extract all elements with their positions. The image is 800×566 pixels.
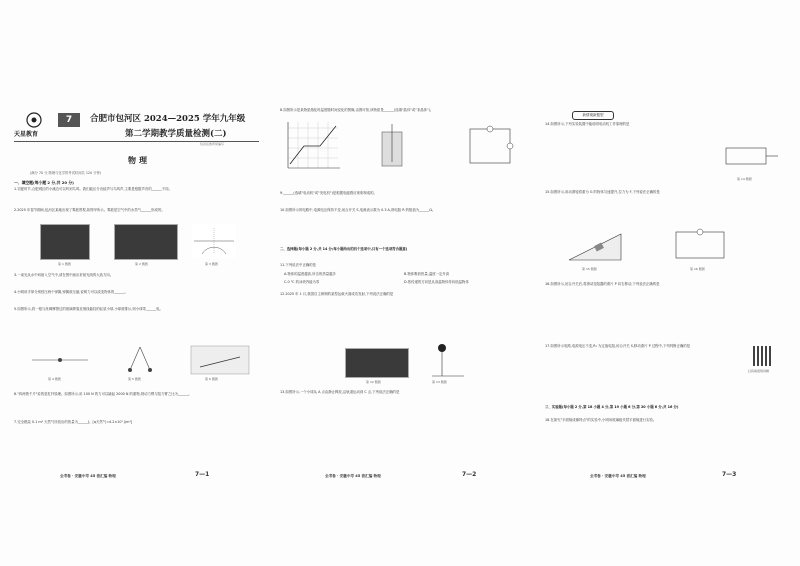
figure-16-caption: 第 16 题图 — [690, 267, 705, 271]
page-title-line1: 合肥市包河区 2024—2025 学年九年级 — [90, 114, 246, 124]
question-5: 5.如图所示,将一根与丝绸摩擦过的玻璃棒靠近细线悬挂的轻质小球,小球被排斥,则小球带______电。 — [14, 307, 163, 311]
page-title-line2: 第二学期教学质量检测(二) — [125, 129, 227, 139]
figure-13-diagram — [428, 340, 468, 380]
question-9: 9.______(选填"电动机"或"发电机")是根据电磁感应现象制成的。 — [280, 191, 377, 195]
question-4: 4.小明用手掌分别按压两个弹簧,弹簧被压缩,说明力可以改变物体的______。 — [14, 290, 128, 294]
figure-5-caption: 第 5 题图 — [128, 377, 141, 381]
question-14: 14.如图所示,下列实验装置中能说明电动机工作原理的是 — [545, 122, 630, 126]
figure-16-circuit — [670, 226, 730, 264]
question-2: 2.2025 年春节期间,包河区某地出现了雾凇景观,如图甲所示。雾凇是空气中的水蒸气______形成的。 — [14, 208, 165, 212]
question-8: 8.如图所示是某物质熔化时温度随时间变化的图像,由图可知,该物质是______(选填"晶体"或"非晶体")。 — [280, 108, 434, 112]
qr-caption: 扫码看视频讲解 — [748, 369, 770, 373]
figure-2-image — [114, 224, 178, 260]
figure-9-apparatus — [372, 122, 412, 172]
figure-8-graph — [282, 118, 342, 176]
question-18: 18.在探究"平面镜成像特点"的实验中,小明用玻璃板代替平面镜进行实验。 — [545, 418, 657, 422]
question-1: 1.初夏时节,合肥城区的小溪边可以听到鸟鸣。我们能区分出蛙声与鸟鸣声,主要是根据声音的______不同。 — [14, 187, 172, 191]
figure-12-image — [345, 348, 409, 378]
figure-12-caption: 第 12 题图 — [366, 380, 381, 384]
figure-10-circuit — [465, 124, 515, 172]
figure-6-caption: 第 6 题图 — [205, 377, 218, 381]
question-17: 17.如图所示电路,电源电压不变,R₁ 为定值电阻,闭合开关 S,移动滑片 P 过程中,下列判断正确的是 — [545, 344, 691, 348]
page-number-1: 7—1 — [195, 471, 210, 478]
question-16: 16.如图所示,闭合开关后,将滑动变阻器的滑片 P 向右移动,下列说法正确的是 — [545, 282, 660, 286]
question-11: 11.下列说法中正确的是 — [280, 263, 316, 267]
figure-14-diagram — [720, 140, 780, 174]
question-3: 3.一束光从水中斜射入空气中,请在图中画出折射光线的大致方向。 — [14, 273, 114, 277]
section2-heading: 二、选择题(每小题 2 分,共 14 分;每小题给出的四个选项中,只有一个选项符合题意) — [280, 247, 408, 251]
figure-14-caption: 第 14 题图 — [737, 177, 752, 181]
q11-option-d: D.热传递的方向是从高温物体传向低温物体 — [404, 280, 469, 284]
q11-option-a: A.物体的温度越高,所含的热量越多 — [284, 272, 336, 276]
figure-1-image — [40, 224, 90, 260]
footer-column3: 全考卷 · 安徽中考 45 套汇编 物理 — [590, 474, 646, 478]
page-number-3: 7—3 — [722, 471, 737, 478]
page-number-2: 7—2 — [462, 471, 477, 478]
question-15: 15.如图所示,用动滑轮将重为 G 的物体匀速提升,拉力为 F,下列说法正确的是 — [545, 190, 660, 194]
section1-heading: 一、填空题(每小题 2 分,共 20 分) — [14, 180, 74, 185]
section3-heading: 三、实验题(每小题 2 分,第 18 小题 4 分,第 19 小题 6 分,第 20 小题 6 分,共 16 分) — [545, 405, 679, 409]
stamp-note: 包河区教育局编写 — [200, 142, 225, 146]
new-question-type-tag: 新情境新题型 — [572, 111, 614, 120]
question-7: 7.完全燃烧 0.1 m³ 天然气所放出的热量为______J。[q天然气=4.2×10⁷ J/m³] — [14, 420, 133, 424]
brand-name: 天星教育 — [14, 131, 39, 138]
q11-option-b: B.物体吸收热量,温度一定升高 — [404, 272, 450, 276]
subject-title: 物理 — [128, 156, 150, 165]
figure-4-diagram — [30, 345, 90, 375]
figure-6-diagram — [190, 345, 250, 375]
question-13: 13.如图所示,一个小球从 A 点由静止释放,沿轨道运动到 C 点,下列说法正确的是 — [280, 390, 400, 394]
footer-column2: 全考卷 · 安徽中考 45 套汇编 物理 — [325, 474, 381, 478]
figure-15-incline — [565, 226, 625, 264]
figure-3-caption: 第 3 题图 — [205, 262, 218, 266]
figure-13-caption: 第 13 题图 — [432, 380, 447, 384]
figure-5-diagram — [110, 345, 170, 375]
figure-2-caption: 第 2 题图 — [135, 262, 148, 266]
video-qr-code[interactable] — [753, 346, 773, 366]
figure-15-caption: 第 15 题图 — [582, 267, 597, 271]
figure-3-diagram — [192, 224, 236, 258]
question-6: 6."四两拨千斤"说的是杠杆原理。如图所示,用 100 N 的力可以撬起 2000 N 的重物,则动力臂与阻力臂之比为______。 — [14, 392, 192, 396]
question-12: 12.2025 年 1 月,我国自主研制的某型运载火箭成功发射,下列说法正确的是 — [280, 292, 394, 296]
footer-column1: 全考卷 · 安徽中考 45 套汇编 物理 — [60, 474, 116, 478]
exam-note: (满分 70 分,物理与化学的考试时间共 120 分钟) — [30, 171, 102, 175]
figure-1-caption: 第 1 题图 — [58, 262, 71, 266]
paper-number-badge: 7 — [58, 113, 80, 127]
question-10: 10.如图所示的电路中,电源电压保持不变,闭合开关 S,电流表示数为 0.3 A,则电阻 R 的阻值为______Ω。 — [280, 208, 436, 212]
figure-4-caption: 第 4 题图 — [48, 377, 61, 381]
q11-option-c: C.0 ℃ 的冰块内能为零 — [284, 280, 320, 284]
